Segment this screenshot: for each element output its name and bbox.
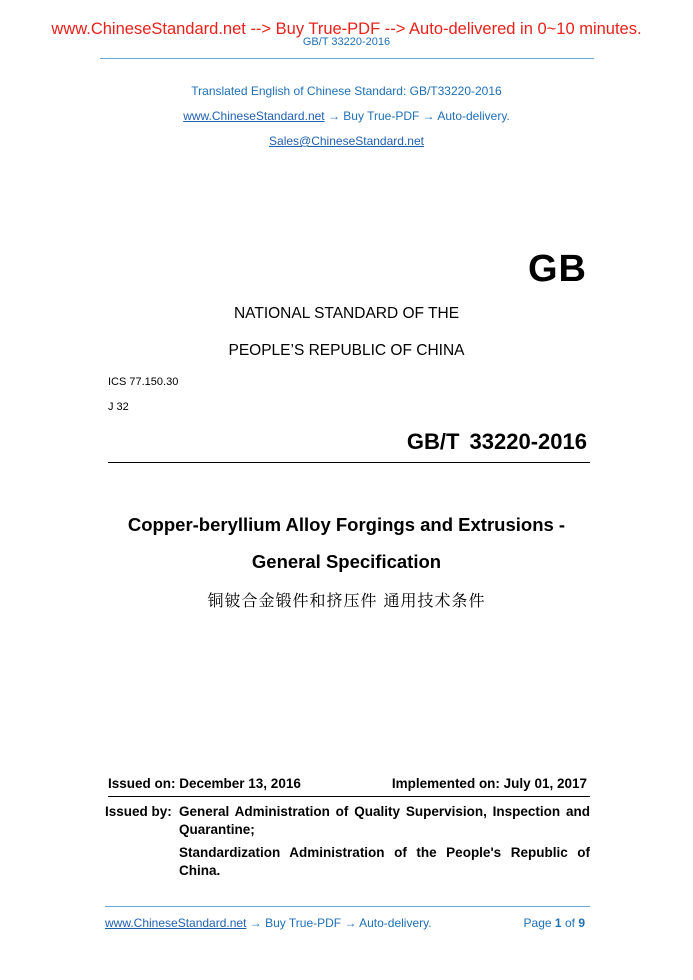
implemented-on: Implemented on: July 01, 2017 xyxy=(391,776,587,791)
header-divider xyxy=(100,58,594,59)
issuer-2: Standardization Administration of the People's Republic of China. xyxy=(179,845,590,878)
issuer-1: General Administration of Quality Supervision, Inspection and Quarantine; xyxy=(179,804,590,837)
national-line-1: NATIONAL STANDARD OF THE xyxy=(233,305,460,322)
page-word: Page xyxy=(523,916,552,930)
link-line xyxy=(0,109,693,123)
title-line-2: General Specification xyxy=(251,551,442,572)
standard-number: GB/T 33220-2016 xyxy=(406,429,587,454)
national-line-2: PEOPLE’S REPUBLIC OF CHINA xyxy=(228,342,465,359)
sales-email-link[interactable]: Sales@ChineseStandard.net xyxy=(269,134,424,148)
page-indicator xyxy=(524,916,585,930)
j-code: J 32 xyxy=(108,401,129,413)
ics-code: ICS 77.150.30 xyxy=(108,376,179,388)
footer-divider xyxy=(105,906,590,907)
of-word: of xyxy=(564,916,575,930)
translation-note: Translated English of Chinese Standard: GB/T33220-2016 xyxy=(191,84,502,98)
top-banner[interactable]: www.ChineseStandard.net --> Buy True-PDF --> Auto-delivered in 0~10 minutes. xyxy=(51,20,642,38)
running-header: GB/T 33220-2016 xyxy=(302,36,391,48)
gb-mark: GB xyxy=(528,248,587,290)
sales-email-line xyxy=(0,134,693,148)
title-line-1: Copper-beryllium Alloy Forgings and Extrusions - xyxy=(127,514,566,535)
chinese-title: 铜铍合金锻件和挤压件 通用技术条件 xyxy=(207,591,486,610)
issued-by-label: Issued by: xyxy=(105,804,172,819)
page-number: 1 xyxy=(554,916,562,930)
issued-on: Issued on: December 13, 2016 xyxy=(108,776,301,791)
footer-links xyxy=(105,916,432,930)
dates-rule xyxy=(108,796,590,797)
footer-site-link[interactable]: www.ChineseStandard.net xyxy=(105,916,247,930)
page-total: 9 xyxy=(578,916,585,930)
title-rule xyxy=(108,462,590,463)
footer-links-rest: → Buy True-PDF → Auto-delivery. xyxy=(246,916,432,930)
site-link[interactable]: www.ChineseStandard.net xyxy=(183,109,325,123)
link-line-rest: → Buy True-PDF → Auto-delivery. xyxy=(324,109,510,123)
